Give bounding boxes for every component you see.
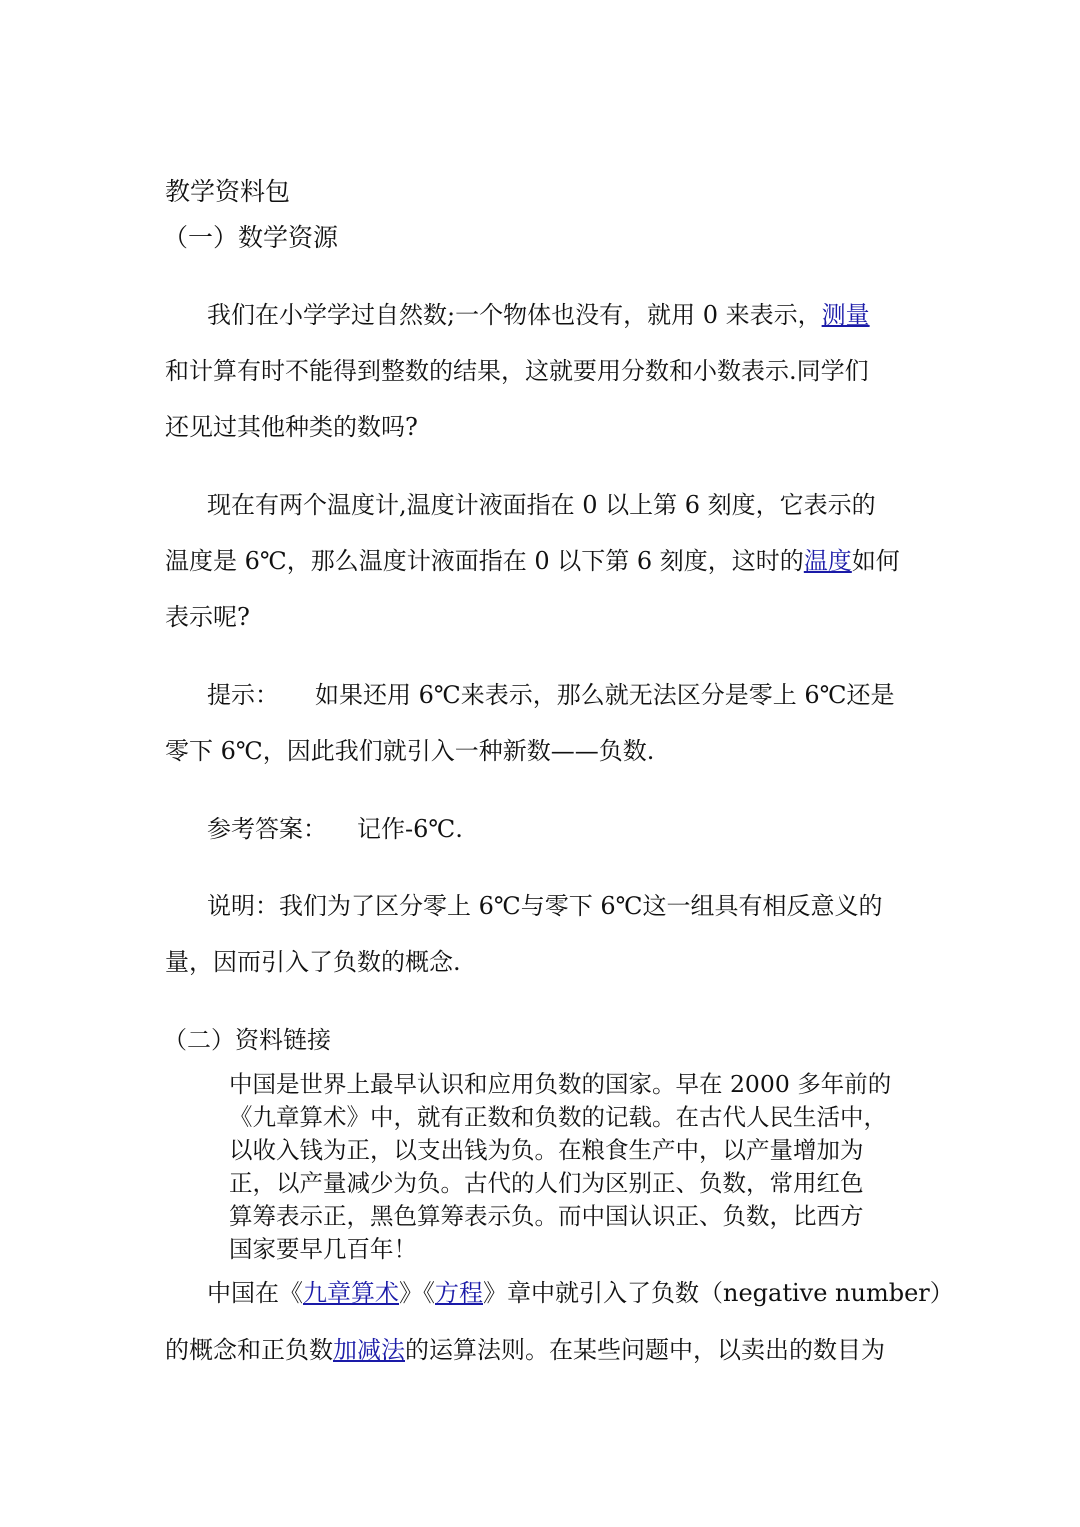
paragraph-text: 中国在《	[207, 1279, 303, 1307]
hint-label: 提示：	[207, 681, 279, 709]
paragraph-2-line-2	[165, 545, 900, 577]
quote-line: 算筹表示正，黑色算筹表示负。而中国认识正、负数，比西方	[229, 1202, 864, 1230]
link-addition-subtraction[interactable]: 加减法	[333, 1336, 405, 1364]
quote-line: 正，以产量减少为负。古代的人们为区别正、负数，常用红色	[229, 1169, 864, 1197]
section-heading-math-resources: （一）数学资源	[163, 223, 339, 252]
answer-label: 参考答案：	[207, 815, 327, 843]
link-nine-chapters[interactable]: 九章算术	[303, 1279, 399, 1307]
paragraph-text: 如何	[851, 547, 900, 575]
quote-line: 国家要早几百年！	[229, 1235, 417, 1263]
link-equations[interactable]: 方程	[435, 1279, 483, 1307]
explanation-line-2: 量，因而引入了负数的概念.	[165, 948, 461, 976]
answer-text: 记作-6℃.	[357, 815, 463, 843]
paragraph-text: 的概念和正负数	[165, 1336, 333, 1364]
paragraph-text: 》《	[399, 1279, 435, 1307]
link-measurement[interactable]: 测量	[821, 301, 870, 329]
quote-line: 《九章算术》中，就有正数和负数的记载。在古代人民生活中，	[229, 1103, 887, 1131]
answer-line	[207, 813, 463, 845]
paragraph-1-line-2: 和计算有时不能得到整数的结果，这就要用分数和小数表示.同学们	[165, 357, 869, 385]
paragraph-3-line-2	[165, 1334, 885, 1366]
quote-line: 中国是世界上最早认识和应用负数的国家。早在 2000 多年前的	[229, 1070, 892, 1098]
paragraph-1-line-3: 还见过其他种类的数吗?	[165, 413, 418, 441]
quote-line: 以收入钱为正，以支出钱为负。在粮食生产中，以产量增加为	[229, 1136, 864, 1164]
section-heading-resource-links: （二）资料链接	[163, 1026, 331, 1054]
paragraph-text: 温度是 6℃，那么温度计液面指在 0 以下第 6 刻度，这时的	[165, 547, 804, 575]
explanation-line-1: 说明：我们为了区分零上 6℃与零下 6℃这一组具有相反意义的	[207, 892, 883, 920]
document-title: 教学资料包	[165, 177, 291, 206]
paragraph-3-line-1	[207, 1277, 954, 1309]
hint-text: 如果还用 6℃来表示，那么就无法区分是零上 6℃还是	[315, 681, 895, 709]
paragraph-1-line-1	[207, 299, 870, 331]
paragraph-text: 我们在小学学过自然数;一个物体也没有，就用 0 来表示，	[207, 301, 822, 329]
hint-line-2: 零下 6℃，因此我们就引入一种新数——负数.	[165, 737, 655, 765]
hint-line-1	[207, 679, 895, 711]
paragraph-text: 》章中就引入了负数（negative number）	[483, 1279, 954, 1307]
paragraph-2-line-3: 表示呢?	[165, 603, 250, 631]
paragraph-text: 的运算法则。在某些问题中，以卖出的数目为	[405, 1336, 885, 1364]
paragraph-2-line-1: 现在有两个温度计,温度计液面指在 0 以上第 6 刻度，它表示的	[207, 491, 876, 519]
link-temperature[interactable]: 温度	[803, 547, 852, 575]
